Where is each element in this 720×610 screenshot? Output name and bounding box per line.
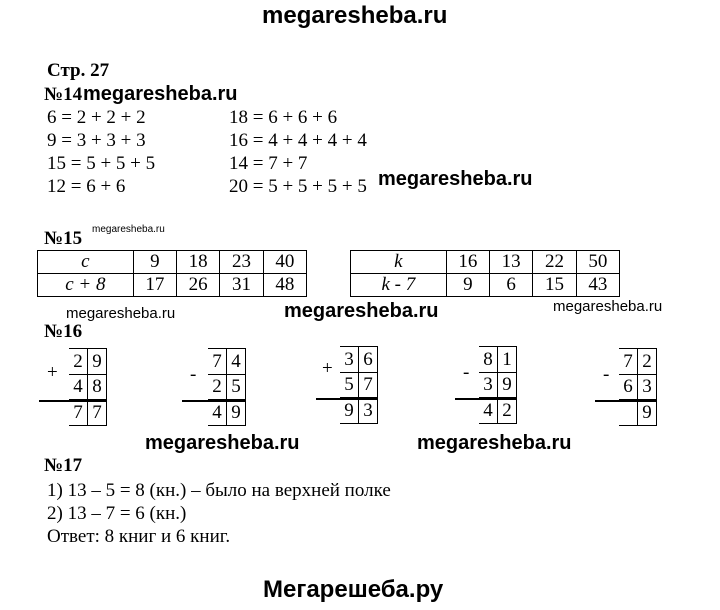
table-cell: 9 [133, 251, 176, 274]
exercise-14-title: №14 [44, 84, 83, 105]
solution-line: 1) 13 – 5 = 8 (кн.) – было на верхней полке [47, 480, 391, 501]
table-cell: 31 [220, 274, 263, 297]
table-cell: 43 [576, 274, 619, 297]
answer-line: Ответ: 8 книг и 6 книг. [47, 526, 231, 547]
digit-cell: 7 [69, 400, 88, 426]
table-cell: 9 [446, 274, 489, 297]
table-cell: 18 [177, 251, 220, 274]
table-row [351, 274, 620, 297]
calc-row [69, 348, 107, 374]
digit-cell: 6 [359, 346, 378, 373]
watermark: megaresheba.ru [83, 83, 238, 105]
operator-sign: + [47, 362, 58, 383]
digit-cell: 7 [208, 348, 227, 375]
digit-cell: 3 [359, 398, 378, 424]
column-calculation [47, 348, 107, 426]
calc-row [208, 374, 246, 400]
table-cell: c [38, 251, 134, 274]
table-cell: 6 [490, 274, 533, 297]
table-cell: k [351, 251, 447, 274]
digit-cell: 9 [227, 400, 246, 426]
table-row [38, 274, 307, 297]
digit-cell: 3 [479, 372, 498, 398]
difference-line [455, 398, 517, 400]
calc-row [479, 346, 517, 372]
watermark-bottom: Мегарешеба.ру [263, 576, 444, 603]
digit-cell: 8 [479, 346, 498, 373]
table-cell: k - 7 [351, 274, 447, 297]
digit-cell: 1 [498, 346, 517, 373]
exercise-16-title: №16 [44, 321, 83, 342]
operator-sign: - [463, 362, 470, 383]
equation: 15 = 5 + 5 + 5 [47, 153, 156, 174]
calc-row [69, 400, 107, 426]
equation: 18 = 6 + 6 + 6 [229, 107, 338, 128]
equation: 16 = 4 + 4 + 4 + 4 [229, 130, 367, 151]
exercise-17-title: №17 [44, 455, 83, 476]
digit-cell: 5 [340, 372, 359, 398]
equation: 12 = 6 + 6 [47, 176, 126, 197]
table-cell: 50 [576, 251, 619, 274]
calc-row [619, 400, 657, 426]
watermark: megaresheba.ru [284, 300, 439, 322]
difference-line [595, 400, 657, 402]
column-calculation [190, 348, 246, 426]
solution-line: 2) 13 – 7 = 6 (кн.) [47, 503, 187, 524]
page-label: Стр. 27 [47, 60, 110, 81]
table-cell: 17 [133, 274, 176, 297]
equation: 9 = 3 + 3 + 3 [47, 130, 146, 151]
equation: 20 = 5 + 5 + 5 + 5 [229, 176, 367, 197]
digit-cell: 6 [619, 374, 638, 400]
digit-cell: 2 [498, 398, 517, 424]
calc-row [208, 348, 246, 374]
exercise-14-right-column [229, 106, 367, 198]
digit-cell: 4 [208, 400, 227, 426]
digit-cell: 4 [479, 398, 498, 424]
operator-sign: - [190, 364, 197, 385]
equation: 6 = 2 + 2 + 2 [47, 107, 146, 128]
table-cell: 16 [446, 251, 489, 274]
table-cell: 26 [177, 274, 220, 297]
exercise-17-solution [47, 479, 391, 548]
calc-row [340, 346, 378, 372]
table-cell: 13 [490, 251, 533, 274]
table-cell: 40 [263, 251, 306, 274]
calc-row [619, 348, 657, 374]
digit-cell: 4 [227, 348, 246, 375]
watermark: megaresheba.ru [66, 305, 176, 322]
calc-row [479, 398, 517, 424]
digit-cell: 9 [498, 372, 517, 398]
column-calculation [322, 346, 378, 424]
watermark: megaresheba.ru [378, 168, 533, 190]
digit-cell: 8 [88, 374, 107, 400]
sum-line [39, 400, 107, 402]
calc-row [619, 374, 657, 400]
watermark: megaresheba.ru [92, 224, 165, 235]
watermark: megaresheba.ru [145, 432, 300, 454]
digit-cell [619, 400, 638, 426]
digit-cell: 2 [638, 348, 657, 375]
digit-cell: 4 [69, 374, 88, 400]
table-cell: 23 [220, 251, 263, 274]
table-cell: 15 [533, 274, 576, 297]
digit-cell: 3 [340, 346, 359, 373]
exercise-14-left-column [47, 106, 155, 198]
digit-cell: 5 [227, 374, 246, 400]
operator-sign: + [322, 358, 333, 379]
digit-cell: 9 [340, 398, 359, 424]
digit-cell: 9 [638, 400, 657, 426]
table-row [351, 251, 620, 274]
table-cell: 22 [533, 251, 576, 274]
digit-cell: 2 [208, 374, 227, 400]
digit-cell: 7 [619, 348, 638, 375]
digit-cell: 9 [88, 348, 107, 375]
digit-cell: 7 [88, 400, 107, 426]
digit-cell: 2 [69, 348, 88, 375]
calc-row [69, 374, 107, 400]
difference-line [182, 400, 246, 402]
calc-row [340, 372, 378, 398]
operator-sign: - [603, 364, 610, 385]
digit-cell: 7 [359, 372, 378, 398]
digit-cell: 3 [638, 374, 657, 400]
table-c [37, 250, 307, 297]
table-k [350, 250, 620, 297]
column-calculation [463, 346, 517, 424]
calc-row [208, 400, 246, 426]
watermark: megaresheba.ru [417, 432, 572, 454]
watermark-top: megaresheba.ru [262, 2, 448, 29]
table-cell: c + 8 [38, 274, 134, 297]
exercise-15-title: №15 [44, 228, 83, 249]
watermark: megaresheba.ru [553, 298, 663, 315]
calc-row [340, 398, 378, 424]
calc-row [479, 372, 517, 398]
table-row [38, 251, 307, 274]
table-cell: 48 [263, 274, 306, 297]
equation: 14 = 7 + 7 [229, 153, 308, 174]
sum-line [316, 398, 378, 400]
column-calculation [603, 348, 657, 426]
